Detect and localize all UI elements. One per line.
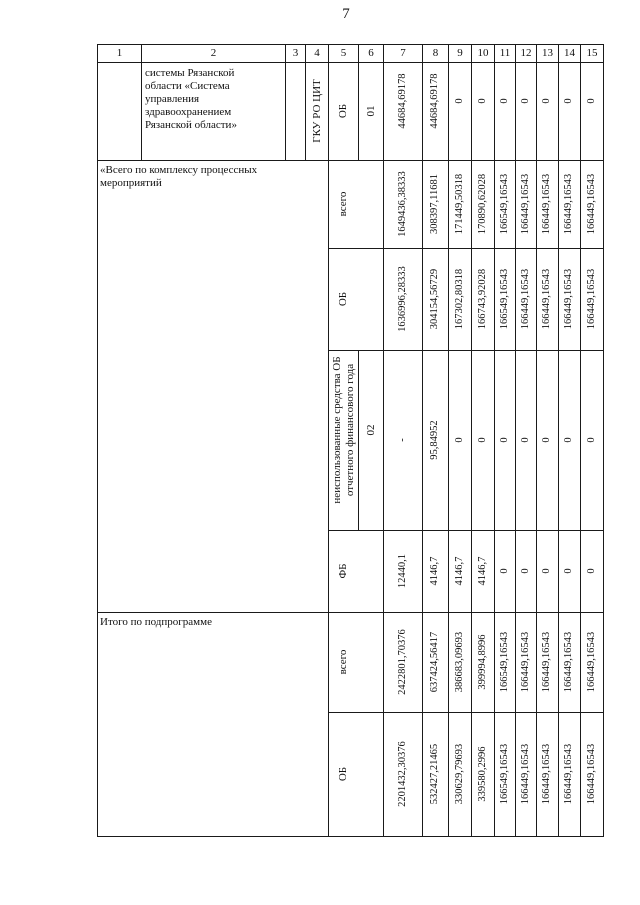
col-line-10 xyxy=(494,44,495,837)
s2-ob-value: 166449,16543 xyxy=(520,268,531,330)
s1-code: 01 xyxy=(365,105,377,117)
s2-fb-value: 4146,7 xyxy=(454,556,465,586)
s3-title: Итого по подпрограмме xyxy=(100,616,212,628)
s2-unused-value: 0 xyxy=(520,437,531,443)
header-col-7: 7 xyxy=(400,47,406,59)
col-line-6 xyxy=(383,44,384,837)
s2-unused-value: 0 xyxy=(499,437,510,443)
s2-row-line-1 xyxy=(328,248,604,249)
s3-ob-value: 2201432,30376 xyxy=(397,741,408,807)
s3-ob-value: 532427,21465 xyxy=(429,743,440,805)
s2-unused-code-line xyxy=(358,350,359,531)
s2-unused-value: 0 xyxy=(541,437,552,443)
s3-col-line-total xyxy=(328,612,329,837)
s3-ob-value: 339580,2996 xyxy=(477,746,488,802)
s2-unused-code: 02 xyxy=(365,424,377,436)
s1-value-9: 0 xyxy=(454,98,465,104)
col-line-9 xyxy=(471,44,472,837)
s2-row-line-3 xyxy=(328,530,604,531)
s1-value-13: 0 xyxy=(541,98,552,104)
s2-unused-value: 0 xyxy=(477,437,488,443)
header-row-border xyxy=(97,62,604,63)
s3-ob-value: 166549,16543 xyxy=(499,743,510,805)
s2-unused-value: 0 xyxy=(454,437,465,443)
s3-total-value: 399994,8996 xyxy=(477,634,488,690)
s2-unused-value: 0 xyxy=(586,437,597,443)
table-top-border xyxy=(97,44,604,45)
s3-total-value: 166549,16543 xyxy=(499,631,510,693)
s3-ob-value: 166449,16543 xyxy=(541,743,552,805)
s2-title-line-2: мероприятий xyxy=(100,177,162,189)
col-line-7 xyxy=(422,44,423,837)
s2-ob-value: 304154,56729 xyxy=(429,268,440,330)
header-col-11: 11 xyxy=(499,47,511,59)
s2-total-value: 166449,16543 xyxy=(520,173,531,235)
s2-ob-value: 166743,92028 xyxy=(477,268,488,330)
header-col-1: 1 xyxy=(116,47,123,59)
section-border-1 xyxy=(97,160,604,161)
table-left-border xyxy=(97,44,98,837)
s2-fb-value: 4146,7 xyxy=(477,556,488,586)
s1-executor: ГКУ РО ЦИТ xyxy=(311,79,323,143)
s1-value-11: 0 xyxy=(499,98,510,104)
section-border-2 xyxy=(97,612,604,613)
s1-title-line-1: системы Рязанской xyxy=(145,67,235,79)
header-col-4: 4 xyxy=(314,47,320,59)
table-bottom-border xyxy=(97,836,604,837)
s2-ob-label: ОБ xyxy=(337,291,349,307)
header-col-14: 14 xyxy=(564,47,575,59)
s2-fb-value: 0 xyxy=(563,568,574,574)
col-line-1 xyxy=(141,44,142,161)
s1-title-line-2: области «Система xyxy=(145,80,230,92)
s2-ob-value: 166549,16543 xyxy=(499,268,510,330)
s3-total-label: всего xyxy=(337,649,349,675)
header-col-6: 6 xyxy=(368,47,374,59)
s2-fb-value: 0 xyxy=(520,568,531,574)
s2-title-line-1: «Всего по комплексу процессных xyxy=(100,164,258,176)
s3-total-value: 166449,16543 xyxy=(563,631,574,693)
s2-ob-value: 166449,16543 xyxy=(541,268,552,330)
s2-fb-value: 0 xyxy=(499,568,510,574)
s2-fb-label: ФБ xyxy=(337,563,349,579)
s1-value-7: 44684,69178 xyxy=(397,73,408,129)
header-col-13: 13 xyxy=(542,47,553,59)
s2-unused-label-line1: неиспользованные средства ОБ xyxy=(331,356,343,504)
header-col-3: 3 xyxy=(292,47,299,59)
s2-total-value: 166549,16543 xyxy=(499,173,510,235)
s3-total-value: 166449,16543 xyxy=(586,631,597,693)
col-line-14 xyxy=(580,44,581,837)
s3-ob-value: 166449,16543 xyxy=(586,743,597,805)
s2-unused-value: - xyxy=(397,438,408,442)
header-col-2: 2 xyxy=(210,47,217,59)
col-line-13 xyxy=(558,44,559,837)
s3-total-value: 2422801,70376 xyxy=(397,629,408,695)
s3-ob-value: 166449,16543 xyxy=(520,743,531,805)
header-col-8: 8 xyxy=(432,47,439,59)
s2-fb-value: 12440,1 xyxy=(397,553,408,589)
s2-total-value: 166449,16543 xyxy=(563,173,574,235)
s3-ob-label: ОБ xyxy=(337,766,349,782)
header-col-12: 12 xyxy=(520,47,532,59)
s1-title-line-3: управления xyxy=(145,93,200,105)
s2-total-value: 308397,11681 xyxy=(429,174,440,234)
s2-ob-value: 166449,16543 xyxy=(586,268,597,330)
s2-total-value: 171449,50318 xyxy=(454,173,465,235)
s2-total-value: 166449,16543 xyxy=(541,173,552,235)
s3-total-value: 166449,16543 xyxy=(541,631,552,693)
col-line-11 xyxy=(515,44,516,837)
s1-value-12: 0 xyxy=(520,98,531,104)
s3-total-value: 386683,09693 xyxy=(454,631,465,693)
s1-value-15: 0 xyxy=(586,98,597,104)
s2-total-value: 166449,16543 xyxy=(586,173,597,235)
header-col-9: 9 xyxy=(457,47,463,59)
s2-fb-value: 4146,7 xyxy=(429,556,440,586)
s3-ob-value: 166449,16543 xyxy=(563,743,574,805)
s2-ob-value: 166449,16543 xyxy=(563,268,574,330)
s2-total-value: 170890,62028 xyxy=(477,173,488,235)
s3-total-value: 166449,16543 xyxy=(520,631,531,693)
header-col-15: 15 xyxy=(586,47,598,59)
s1-source: ОБ xyxy=(337,103,349,119)
s2-unused-value: 95,84952 xyxy=(429,420,440,460)
s3-row-line-1 xyxy=(328,712,604,713)
s2-ob-value: 167302,80318 xyxy=(454,268,465,330)
s2-total-value: 1649436,38333 xyxy=(397,171,408,237)
s2-fb-value: 0 xyxy=(541,568,552,574)
s2-ob-value: 1636996,28333 xyxy=(397,266,408,332)
col-line-8 xyxy=(448,44,449,837)
header-col-10: 10 xyxy=(477,47,489,59)
page-number: 7 xyxy=(342,6,350,22)
col-line-12 xyxy=(536,44,537,837)
s2-total-label: всего xyxy=(337,191,349,217)
col-line-4 xyxy=(328,44,329,161)
s1-value-10: 0 xyxy=(477,98,488,104)
header-col-5: 5 xyxy=(340,47,347,59)
s2-row-line-2 xyxy=(328,350,604,351)
col-line-3 xyxy=(305,44,306,161)
s3-total-value: 637424,56417 xyxy=(429,631,440,693)
s1-title-line-4: здравоохранением xyxy=(145,106,232,118)
col-line-2 xyxy=(285,44,286,161)
s1-value-8: 44684,69178 xyxy=(429,73,440,129)
s1-title-line-5: Рязанской области» xyxy=(145,119,237,131)
col-line-5 xyxy=(358,44,359,161)
s3-ob-value: 330629,79693 xyxy=(454,743,465,805)
table-right-border xyxy=(603,44,604,837)
s2-unused-label-line2: отчетного финансового года xyxy=(344,363,356,497)
s2-col-line-total xyxy=(328,160,329,613)
s2-unused-value: 0 xyxy=(563,437,574,443)
s1-value-14: 0 xyxy=(563,98,574,104)
s2-fb-value: 0 xyxy=(586,568,597,574)
